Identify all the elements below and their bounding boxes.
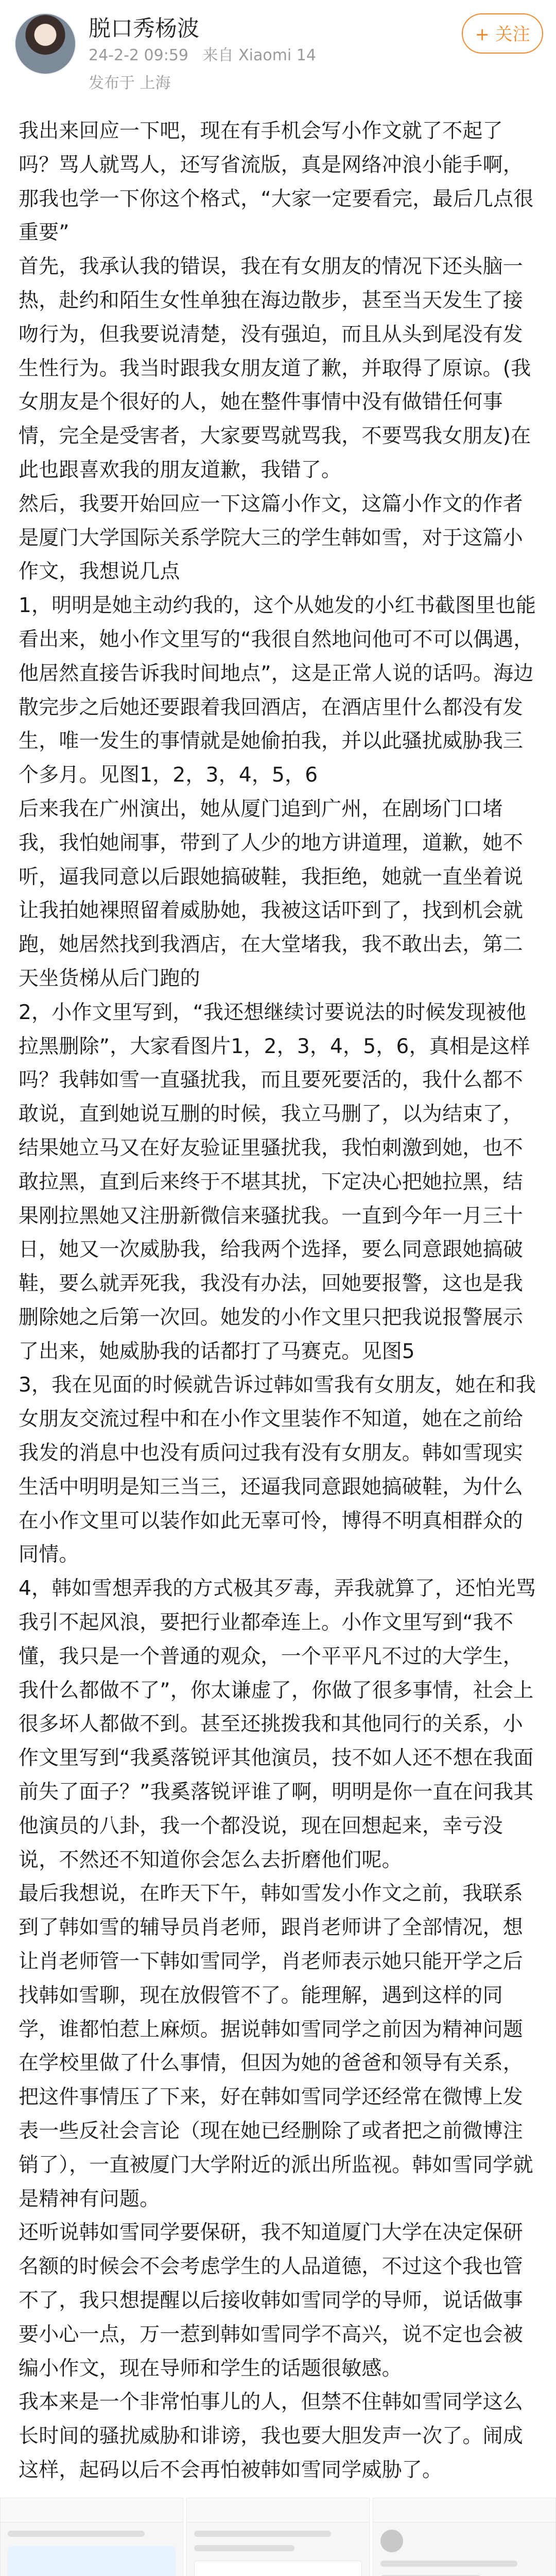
avatar [380,2530,403,2552]
avatar[interactable] [14,13,76,75]
post-body-text: 我出来回应一下吧，现在有手机会写小作文就了不起了吗？骂人就骂人，还写省流版，真是网络冲浪小能手啊，那我也学一下你这个格式，“大家一定要看完，最后几点很重要” 首先，我承认我的错误，我在有女朋友的情况下还头脑一热，赴约和陌生女性单独在海边散步，甚至当天发生了接吻行为，但我要说清楚，没有强迫，而且从头到尾没有发生性行为。我当时跟我女朋友道了歉，并取得了原谅。(我女朋友是个很好的人，她在整件事情中没有做错任何事情，完全是受害者，大家要骂就骂我，不要骂我女朋友)在此也跟喜欢我的朋友道歉，我错了。 然后，我要开始回应一下这篇小作文，这篇小作文的作者是厦门大学国际关系学院大三的学生韩如雪，对于这篇小作文，我想说几点 1，明明是她主动约我的，这个从她发的小红书截图里也能看出来，她小作文里写的“我很自然地问他可不可以偶遇，他居然直接告诉我时间地点”，这是正常人说的话吗。海边散完步之后她还要跟着我回酒店，在酒店里什么都没有发生，唯一发生的事情就是她偷拍我，并以此骚扰威胁我三个多月。见图1，2，3，4，5，6 后来我在广州演出，她从厦门追到广州，在剧场门口堵我，我怕她闹事，带到了人少的地方讲道理，道歉，她不听，逼我同意以后跟她搞破鞋，我拒绝，她就一直坐着说让我拍她裸照留着威胁她，我被这话吓到了，找到机会就跑，她居然找到我酒店，在大堂堵我，我不敢出去，第二天坐货梯从后门跑的 2，小作文里写到，“我还想继续讨要说法的时候发现被他拉黑删除”，大家看图片1，2，3，4，5，6，真相是这样吗？我韩如雪一直骚扰我，而且要死要活的，我什么都不敢说，直到她说互删的时候，我立马删了，以为结束了，结果她立马又在好友验证里骚扰我，我怕刺激到她，也不敢拉黑，直到后来终于不堪其扰，下定决心把她拉黑，结果刚拉黑她又注册新微信来骚扰我。一直到今年一月三十日，她又一次威胁我，给我两个选择，要么同意跟她搞破鞋，要么就弄死我，我没有办法，回她要报警，这也是我删除她之后第一次回。她发的小作文里只把我说报警展示了出来，她威胁我的话都打了马赛克。见图5 3，我在见面的时候就告诉过韩如雪我有女朋友，她在和我女朋友交流过程中和在小作文里装作不知道，她在之前给我发的消息中也没有质问过我有没有女朋友。韩如雪现实生活中明明是知三当三，还逼我同意跟她搞破鞋，为什么在小作文里可以装作如此无辜可怜，博得不明真相群众的同情。 4，韩如雪想弄我的方式极其歹毒，弄我就算了，还怕光骂我引不起风浪，要把行业都牵连上。小作文里写到“我不懂，我只是一个普通的观众，一个平平凡不过的大学生，我什么都做不了”，你太谦虚了，你做了很多事情，社会上很多坏人都做不到。甚至还挑拨我和其他同行的关系，小作文里写到“我奚落锐评其他演员，技不如人还不想在我面前失了面子？”我奚落锐评谁了啊，明明是你一直在问我其他演员的八卦，我一个都没说，现在回想起来，幸亏没说，不然还不知道你会怎么去折磨他们呢。 最后我想说，在昨天下午，韩如雪发小作文之前，我联系到了韩如雪的辅导员肖老师，跟肖老师讲了全部情况，想让肖老师管一下韩如雪同学，肖老师表示她只能开学之后找韩如雪聊，现在放假管不了。能理解，遇到这样的同学，谁都怕惹上麻烦。据说韩如雪同学之前因为精神问题在学校里做了什么事情，但因为她的爸爸和领导有关系，把这件事情压了下来，好在韩如雪同学还经常在微博上发表一些反社会言论（现在她已经删除了或者把之前微博注销了），一直被厦门大学附近的派出所监视。韩如雪同学就是精神有问题。 还听说韩如雪同学要保研，我不知道厦门大学在决定保研名额的时候会不会考虑学生的人品道德，不过这个我也管不了，我只想提醒以后接收韩如雪同学的导师，说话做事要小心一点，万一惹到韩如雪同学不高兴，说不定也会被编小作文，现在导师和学生的话题很敏感。 我本来是一个非常怕事儿的人，但禁不住韩如雪同学这么长时间的骚扰威胁和诽谤，我也要大胆发声一次了。闹成这样，起码以后不会再怕被韩如雪同学威胁了。 [19,120,536,2482]
screenshot-image-1[interactable] [0,2498,183,2576]
chat-topbar [1,2498,183,2522]
follow-button[interactable]: + 关注 [462,13,543,54]
post-location: 发布于 上海 [89,74,171,92]
screenshot-image-3[interactable] [373,2498,556,2576]
post-images [0,2498,556,2576]
screenshot-image-2[interactable] [186,2498,370,2576]
post-source: 来自 Xiaomi 14 [202,46,316,64]
post-header [0,0,556,108]
post-date: 24-2-2 09:59 [89,46,188,64]
post-meta [89,42,325,65]
author-name[interactable]: 脱口秀杨波 [89,16,199,42]
